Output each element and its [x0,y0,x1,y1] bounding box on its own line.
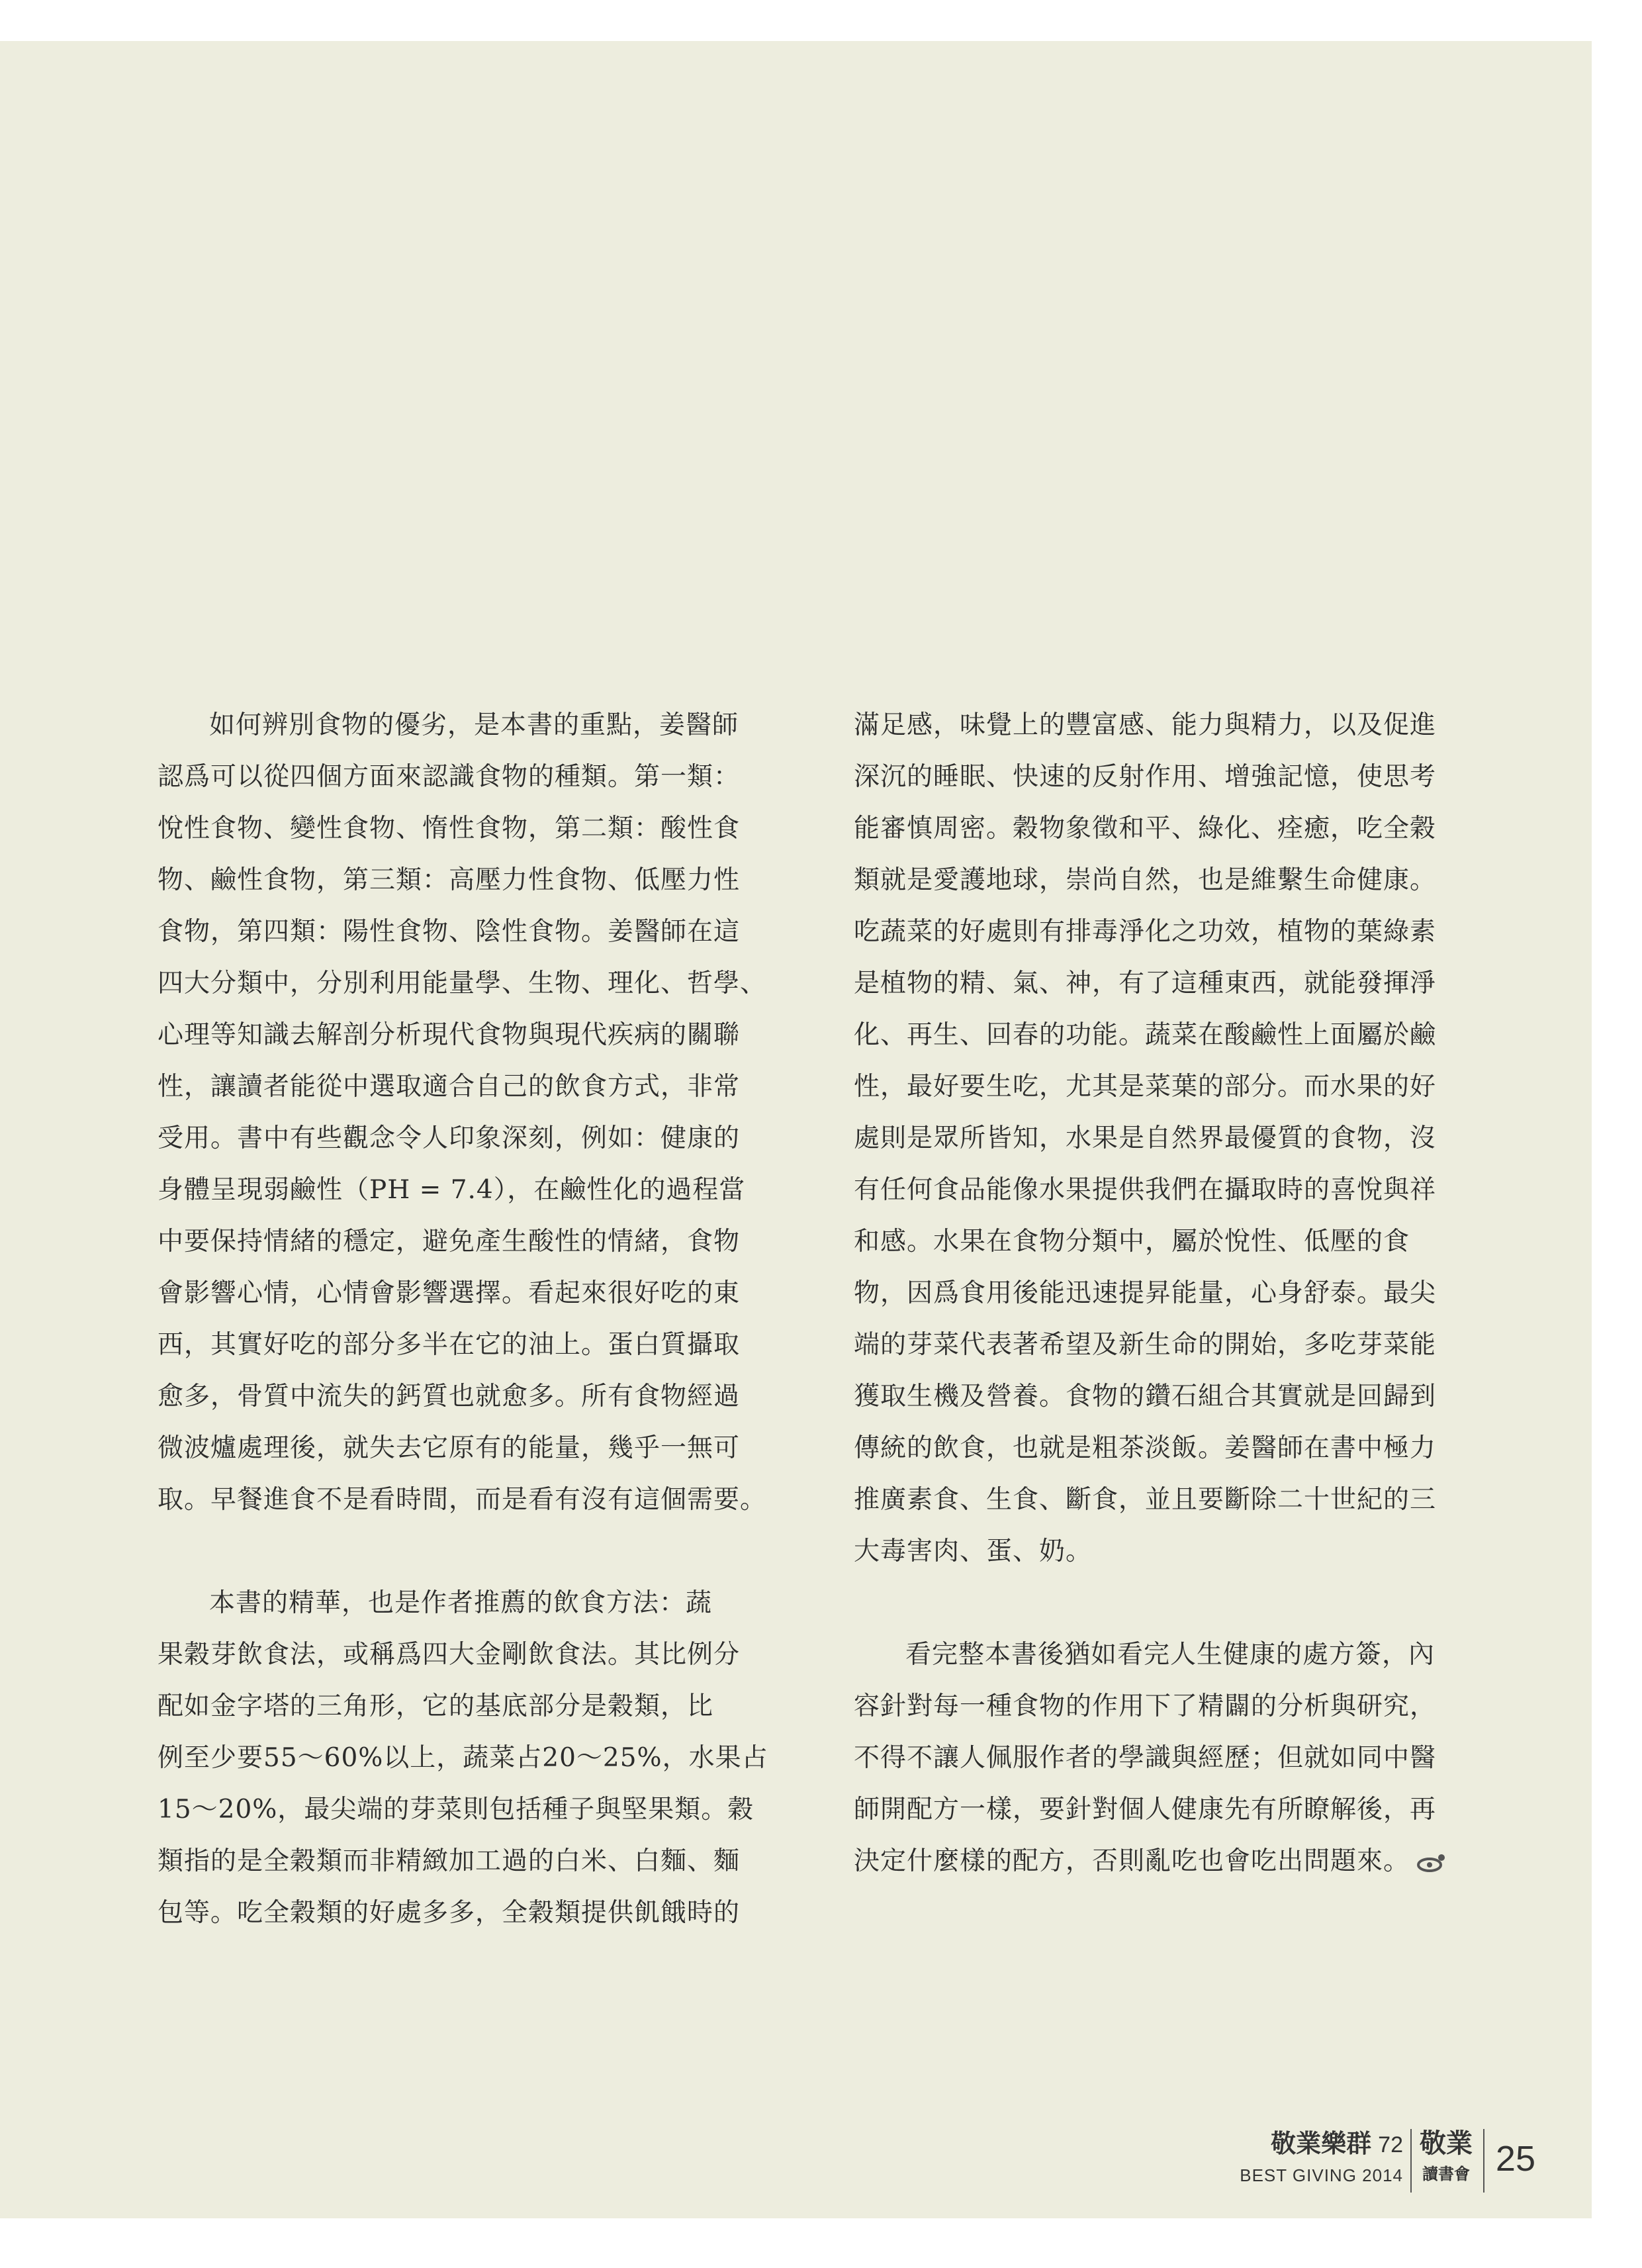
brand-sub-text: 讀書會 [1422,2164,1470,2183]
paragraph-conclusion [854,1629,1476,1887]
conclusion-text: 看完整本書後猶如看完人生健康的處方簽，內 容針對每一種食物的作用下了精闢的分析與研究， 不得不讓人佩服作者的學識與經歷；但就如同中醫 師開配方一樣，要針對個人健康先有所瞭解後，再 決定什麼樣的配方，否則亂吃也會吃出問題來。 [854,1640,1437,1876]
paragraph-food-classification: 如何辨別食物的優劣，是本書的重點，姜醫師 認爲可以從四個方面來認識食物的種類。第一類： 悅性食物、變性食物、惰性食物，第二類：酸性食 物、鹼性食物，第三類：高壓力性食物、低壓力性 食物，第四類：陽性食物、陰性食物。姜醫師在這 四大分類中，分別利用能量學、生物、理化、哲學、 心理等知識去解剖分析現代食物與現代疾病的關聯 性，讓讀者能從中選取適合自己的飲食方式，非常 受用。書中有些觀念令人印象深刻，例如：健康的 身體呈現弱鹼性（PH = 7.4），在鹼性化的過程當 中要保持情緒的穩定，避免產生酸性的情緒，食物 會影響心情，心情會影響選擇。看起來很好吃的東 西，其實好吃的部分多半在它的油上。蛋白質攝取 愈多，骨質中流失的鈣質也就愈多。所有食物經過 微波爐處理後，就失去它原有的能量，幾乎一無可 取。早餐進食不是看時間，而是看有沒有這個需要。 [158,710,767,1515]
paragraph-gap [854,1578,1476,1629]
page-number: 25 [1495,2139,1535,2179]
article-column-right [854,700,1476,1887]
magazine-issue: 72 [1378,2132,1403,2157]
magazine-page [0,41,1592,2218]
footer-divider [1410,2129,1412,2193]
magazine-subtitle: BEST GIVING 2014 [1240,2165,1403,2185]
end-of-article-mark-icon [1415,1853,1448,1873]
paragraph-diet-method: 本書的精華，也是作者推薦的飲食方法：蔬 果穀芽飲食法，或稱爲四大金剛飲食法。其比例分 配如金字塔的三角形，它的基底部分是穀類，比 例至少要55～60%以上，蔬菜占20～25%，水果占 15～20%，最尖端的芽菜則包括種子與堅果類。穀 類指的是全穀類而非精緻加工過的白米、白麵、麵 包等。吃全穀類的好處多多，全穀類提供飢餓時的 [158,1588,768,1928]
page-footer [0,2126,1592,2219]
paragraph-diet-method-continued: 滿足感，味覺上的豐富感、能力與精力，以及促進 深沉的睡眠、快速的反射作用、增強記憶，使思考 能審慎周密。穀物象徵和平、綠化、痊癒，吃全穀 類就是愛護地球，崇尚自然，也是維繫生命健康。 吃蔬菜的好處則有排毒淨化之功效，植物的葉綠素 是植物的精、氣、神，有了這種東西，就能發揮淨 化、再生、回春的功能。蔬菜在酸鹼性上面屬於鹼 性，最好要生吃，尤其是菜葉的部分。而水果的好 處則是眾所皆知，水果是自然界最優質的食物，沒 有任何食品能像水果提供我們在攝取時的喜悅與祥 和感。水果在食物分類中，屬於悅性、低壓的食 物，因爲食用後能迅速提昇能量，心身舒泰。最尖 端的芽菜代表著希望及新生命的開始，多吃芽菜能 獲取生機及營養。食物的鑽石組合其實就是回歸到 傳統的飲食，也就是粗茶淡飯。姜醫師在書中極力 推廣素食、生食、斷食，並且要斷除二十世紀的三 大毒害肉、蛋、奶。 [854,710,1437,1566]
magazine-name: 敬業樂群 [1271,2128,1372,2158]
article-column-left [158,700,780,1939]
magazine-info [1240,2126,1403,2189]
brand-main-text: 敬業 [1420,2128,1473,2159]
brand-logo [1420,2126,1473,2187]
paragraph-gap [158,1526,780,1578]
footer-divider [1483,2129,1484,2193]
